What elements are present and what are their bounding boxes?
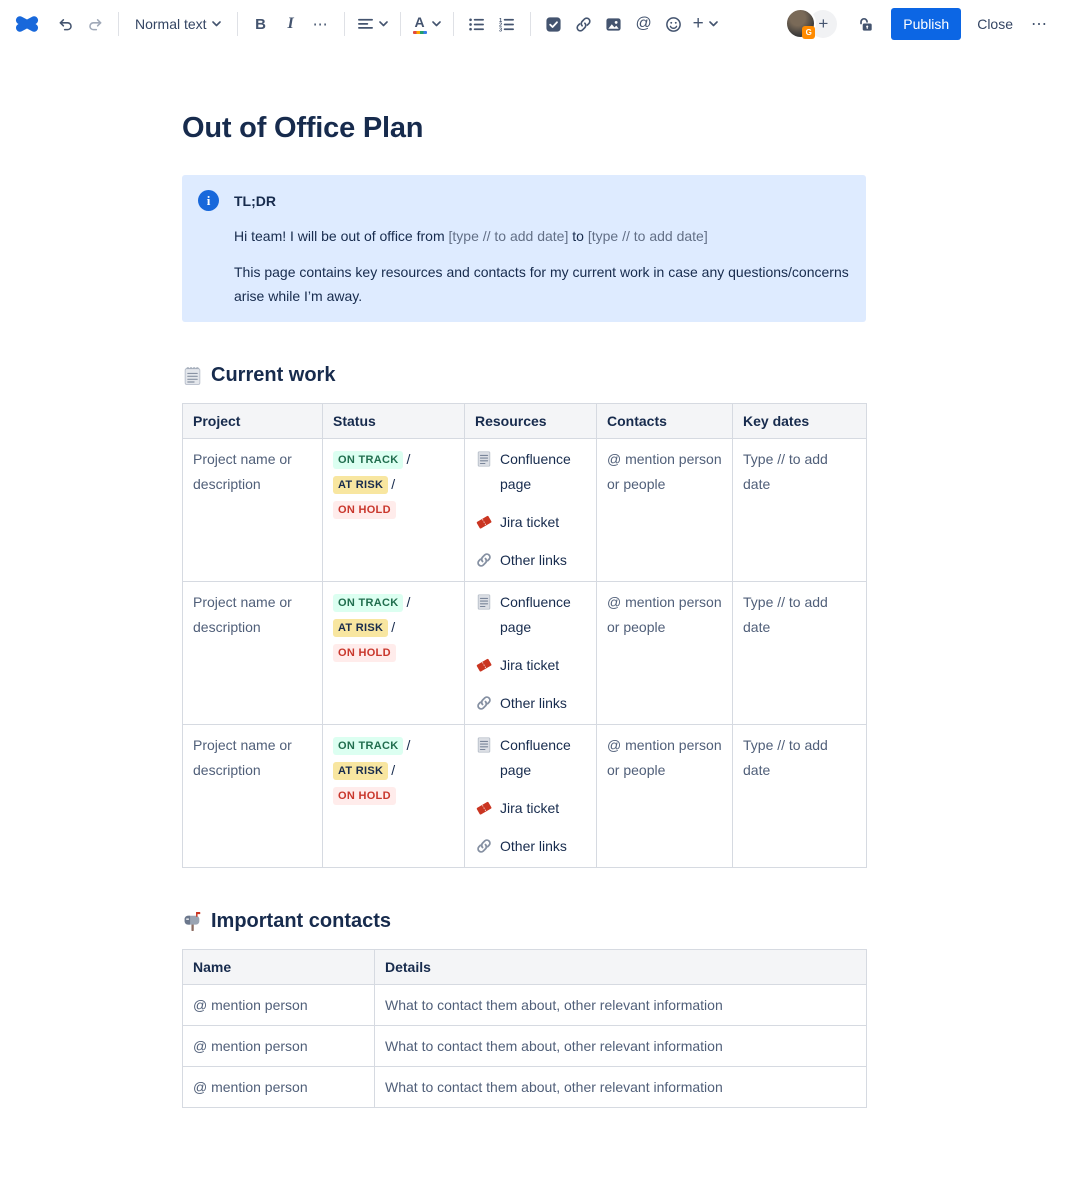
status-lozenge-on-track: ON TRACK bbox=[333, 594, 403, 612]
jira-ticket-icon bbox=[475, 513, 493, 531]
info-icon: i bbox=[198, 190, 219, 211]
status-lozenge-on-hold: ON HOLD bbox=[333, 501, 396, 519]
chevron-down-icon bbox=[212, 21, 221, 27]
status-separator: / bbox=[391, 476, 396, 492]
contact-name-cell[interactable]: @ mention person bbox=[183, 1026, 375, 1067]
jira-ticket-icon bbox=[475, 656, 493, 674]
avatar-status-badge: G bbox=[802, 26, 815, 39]
important-contacts-table[interactable] bbox=[182, 949, 867, 1108]
col-header-name[interactable]: Name bbox=[183, 950, 375, 985]
status-separator: / bbox=[391, 619, 396, 635]
project-cell[interactable]: Project name or description bbox=[183, 439, 323, 582]
resources-cell[interactable] bbox=[465, 439, 597, 582]
link-icon bbox=[475, 551, 493, 569]
toolbar-divider bbox=[118, 12, 119, 36]
current-work-table[interactable] bbox=[182, 403, 867, 868]
contact-name-cell[interactable]: @ mention person bbox=[183, 985, 375, 1026]
toolbar-divider bbox=[453, 12, 454, 36]
col-header-project[interactable]: Project bbox=[183, 404, 323, 439]
svg-text:1: 1 bbox=[499, 17, 503, 24]
text-color-dropdown[interactable] bbox=[409, 8, 445, 40]
publish-button[interactable]: Publish bbox=[891, 8, 961, 40]
chevron-down-icon bbox=[709, 21, 718, 27]
resource-label[interactable]: Other links bbox=[500, 552, 567, 568]
undo-icon bbox=[57, 16, 74, 33]
resource-label[interactable]: Jira ticket bbox=[500, 514, 560, 530]
text-style-label: Normal text bbox=[135, 16, 207, 32]
numbered-list-button[interactable] bbox=[492, 8, 522, 40]
confluence-logo-icon[interactable] bbox=[14, 12, 40, 36]
editor-toolbar bbox=[0, 0, 1072, 48]
status-cell[interactable] bbox=[323, 725, 465, 868]
key-dates-cell[interactable]: Type // to add date bbox=[733, 725, 867, 868]
resource-item bbox=[475, 447, 586, 497]
invite-collaborator-button[interactable]: + bbox=[809, 10, 837, 38]
status-lozenge-on-hold: ON HOLD bbox=[333, 787, 396, 805]
date-placeholder[interactable]: [type // to add date] bbox=[448, 228, 569, 244]
toolbar-divider bbox=[344, 12, 345, 36]
image-icon bbox=[605, 16, 622, 33]
insert-more-dropdown[interactable] bbox=[689, 8, 722, 40]
resource-item bbox=[475, 548, 586, 573]
table-row bbox=[183, 582, 867, 725]
contact-details-cell[interactable]: What to contact them about, other relevant information bbox=[375, 1026, 867, 1067]
contacts-cell[interactable]: @ mention person or people bbox=[597, 725, 733, 868]
more-actions-button[interactable]: ⋯ bbox=[1031, 16, 1048, 33]
resource-label[interactable]: Confluence page bbox=[500, 594, 571, 635]
resource-label[interactable]: Jira ticket bbox=[500, 800, 560, 816]
table-row bbox=[183, 1026, 867, 1067]
bullet-list-button[interactable] bbox=[462, 8, 492, 40]
status-lozenge-at-risk: AT RISK bbox=[333, 619, 388, 637]
text-color-icon: A bbox=[413, 15, 427, 34]
current-work-heading bbox=[182, 364, 866, 387]
toolbar-divider bbox=[530, 12, 531, 36]
resources-cell[interactable] bbox=[465, 725, 597, 868]
jira-ticket-icon bbox=[475, 799, 493, 817]
current-work-heading-text: Current work bbox=[211, 364, 336, 386]
tldr-line2: This page contains key resources and contacts for my current work in case any questions/concerns arise while I’m away. bbox=[234, 264, 849, 304]
table-row bbox=[183, 725, 867, 868]
link-icon bbox=[475, 694, 493, 712]
confluence-page-icon bbox=[475, 736, 493, 754]
resource-item bbox=[475, 590, 586, 640]
col-header-status[interactable]: Status bbox=[323, 404, 465, 439]
svg-text:2: 2 bbox=[499, 22, 503, 29]
status-lozenge-at-risk: AT RISK bbox=[333, 476, 388, 494]
resource-item bbox=[475, 691, 586, 716]
insert-link-button[interactable] bbox=[569, 8, 599, 40]
contacts-cell[interactable]: @ mention person or people bbox=[597, 582, 733, 725]
italic-button[interactable]: I bbox=[287, 15, 294, 32]
redo-icon bbox=[87, 16, 104, 33]
resource-label[interactable]: Jira ticket bbox=[500, 657, 560, 673]
unlock-icon bbox=[858, 16, 875, 33]
resources-cell[interactable] bbox=[465, 582, 597, 725]
collaborators bbox=[785, 8, 837, 40]
alignment-dropdown[interactable] bbox=[353, 8, 392, 40]
contact-name-cell[interactable]: @ mention person bbox=[183, 1067, 375, 1108]
emoji-icon bbox=[665, 16, 682, 33]
link-icon bbox=[575, 16, 592, 33]
table-header-row bbox=[183, 404, 867, 439]
text-style-dropdown[interactable] bbox=[127, 8, 229, 40]
contact-details-cell[interactable]: What to contact them about, other relevant information bbox=[375, 1067, 867, 1108]
toolbar-left bbox=[14, 8, 722, 40]
tldr-info-panel[interactable] bbox=[182, 175, 866, 322]
mailbox-emoji-icon bbox=[182, 911, 203, 932]
status-lozenge-at-risk: AT RISK bbox=[333, 762, 388, 780]
bold-button[interactable]: B bbox=[255, 15, 266, 33]
bullet-list-icon bbox=[468, 16, 485, 33]
emoji-button[interactable] bbox=[659, 8, 689, 40]
col-header-details[interactable]: Details bbox=[375, 950, 867, 985]
col-header-resources[interactable]: Resources bbox=[465, 404, 597, 439]
resource-label[interactable]: Other links bbox=[500, 695, 567, 711]
resource-item bbox=[475, 796, 586, 821]
contact-details-cell[interactable]: What to contact them about, other relevant information bbox=[375, 985, 867, 1026]
status-lozenge-on-track: ON TRACK bbox=[333, 451, 403, 469]
tldr-heading: TL;DR bbox=[234, 193, 276, 209]
status-separator: / bbox=[406, 451, 411, 467]
mention-button[interactable]: @ bbox=[635, 15, 652, 32]
col-header-key-dates[interactable]: Key dates bbox=[733, 404, 867, 439]
tldr-body bbox=[234, 189, 850, 308]
table-row bbox=[183, 1067, 867, 1108]
permissions-button[interactable] bbox=[851, 8, 881, 40]
project-cell[interactable]: Project name or description bbox=[183, 582, 323, 725]
col-header-contacts[interactable]: Contacts bbox=[597, 404, 733, 439]
toolbar-right bbox=[785, 8, 1056, 40]
resource-item bbox=[475, 653, 586, 678]
important-contacts-heading bbox=[182, 910, 866, 933]
chevron-down-icon bbox=[379, 21, 388, 27]
page-title[interactable]: Out of Office Plan bbox=[182, 112, 424, 144]
link-icon bbox=[475, 837, 493, 855]
redo-button[interactable] bbox=[80, 8, 110, 40]
svg-text:3: 3 bbox=[499, 26, 503, 33]
status-cell[interactable] bbox=[323, 582, 465, 725]
project-cell[interactable]: Project name or description bbox=[183, 725, 323, 868]
confluence-page-icon bbox=[475, 450, 493, 468]
resource-item bbox=[475, 510, 586, 535]
toolbar-divider bbox=[400, 12, 401, 36]
contacts-cell[interactable]: @ mention person or people bbox=[597, 439, 733, 582]
status-separator: / bbox=[391, 762, 396, 778]
resource-item bbox=[475, 834, 586, 859]
editor-content bbox=[182, 48, 866, 1108]
table-row bbox=[183, 985, 867, 1026]
table-header-row bbox=[183, 950, 867, 985]
chevron-down-icon bbox=[432, 21, 441, 27]
status-cell[interactable] bbox=[323, 439, 465, 582]
tldr-line1: Hi team! I will be out of office from [type // to add date] to [type // to add date] bbox=[234, 228, 708, 244]
date-placeholder[interactable]: [type // to add date] bbox=[587, 228, 708, 244]
align-left-icon bbox=[357, 16, 374, 33]
close-button[interactable]: Close bbox=[977, 16, 1013, 32]
status-separator: / bbox=[406, 737, 411, 753]
notepad-emoji-icon bbox=[182, 365, 203, 386]
important-contacts-heading-text: Important contacts bbox=[211, 910, 392, 932]
more-formatting-button[interactable]: ⋯ bbox=[312, 16, 329, 33]
undo-button[interactable] bbox=[50, 8, 80, 40]
status-lozenge-on-hold: ON HOLD bbox=[333, 644, 396, 662]
confluence-page-icon bbox=[475, 593, 493, 611]
toolbar-divider bbox=[237, 12, 238, 36]
resource-item bbox=[475, 733, 586, 783]
task-checkbox-icon bbox=[545, 16, 562, 33]
resource-label[interactable]: Confluence page bbox=[500, 737, 571, 778]
resource-label[interactable]: Other links bbox=[500, 838, 567, 854]
key-dates-cell[interactable]: Type // to add date bbox=[733, 439, 867, 582]
task-list-button[interactable] bbox=[539, 8, 569, 40]
status-lozenge-on-track: ON TRACK bbox=[333, 737, 403, 755]
table-row bbox=[183, 439, 867, 582]
insert-image-button[interactable] bbox=[599, 8, 629, 40]
status-separator: / bbox=[406, 594, 411, 610]
key-dates-cell[interactable]: Type // to add date bbox=[733, 582, 867, 725]
resource-label[interactable]: Confluence page bbox=[500, 451, 571, 492]
numbered-list-icon bbox=[498, 16, 515, 33]
plus-icon: + bbox=[692, 13, 704, 34]
